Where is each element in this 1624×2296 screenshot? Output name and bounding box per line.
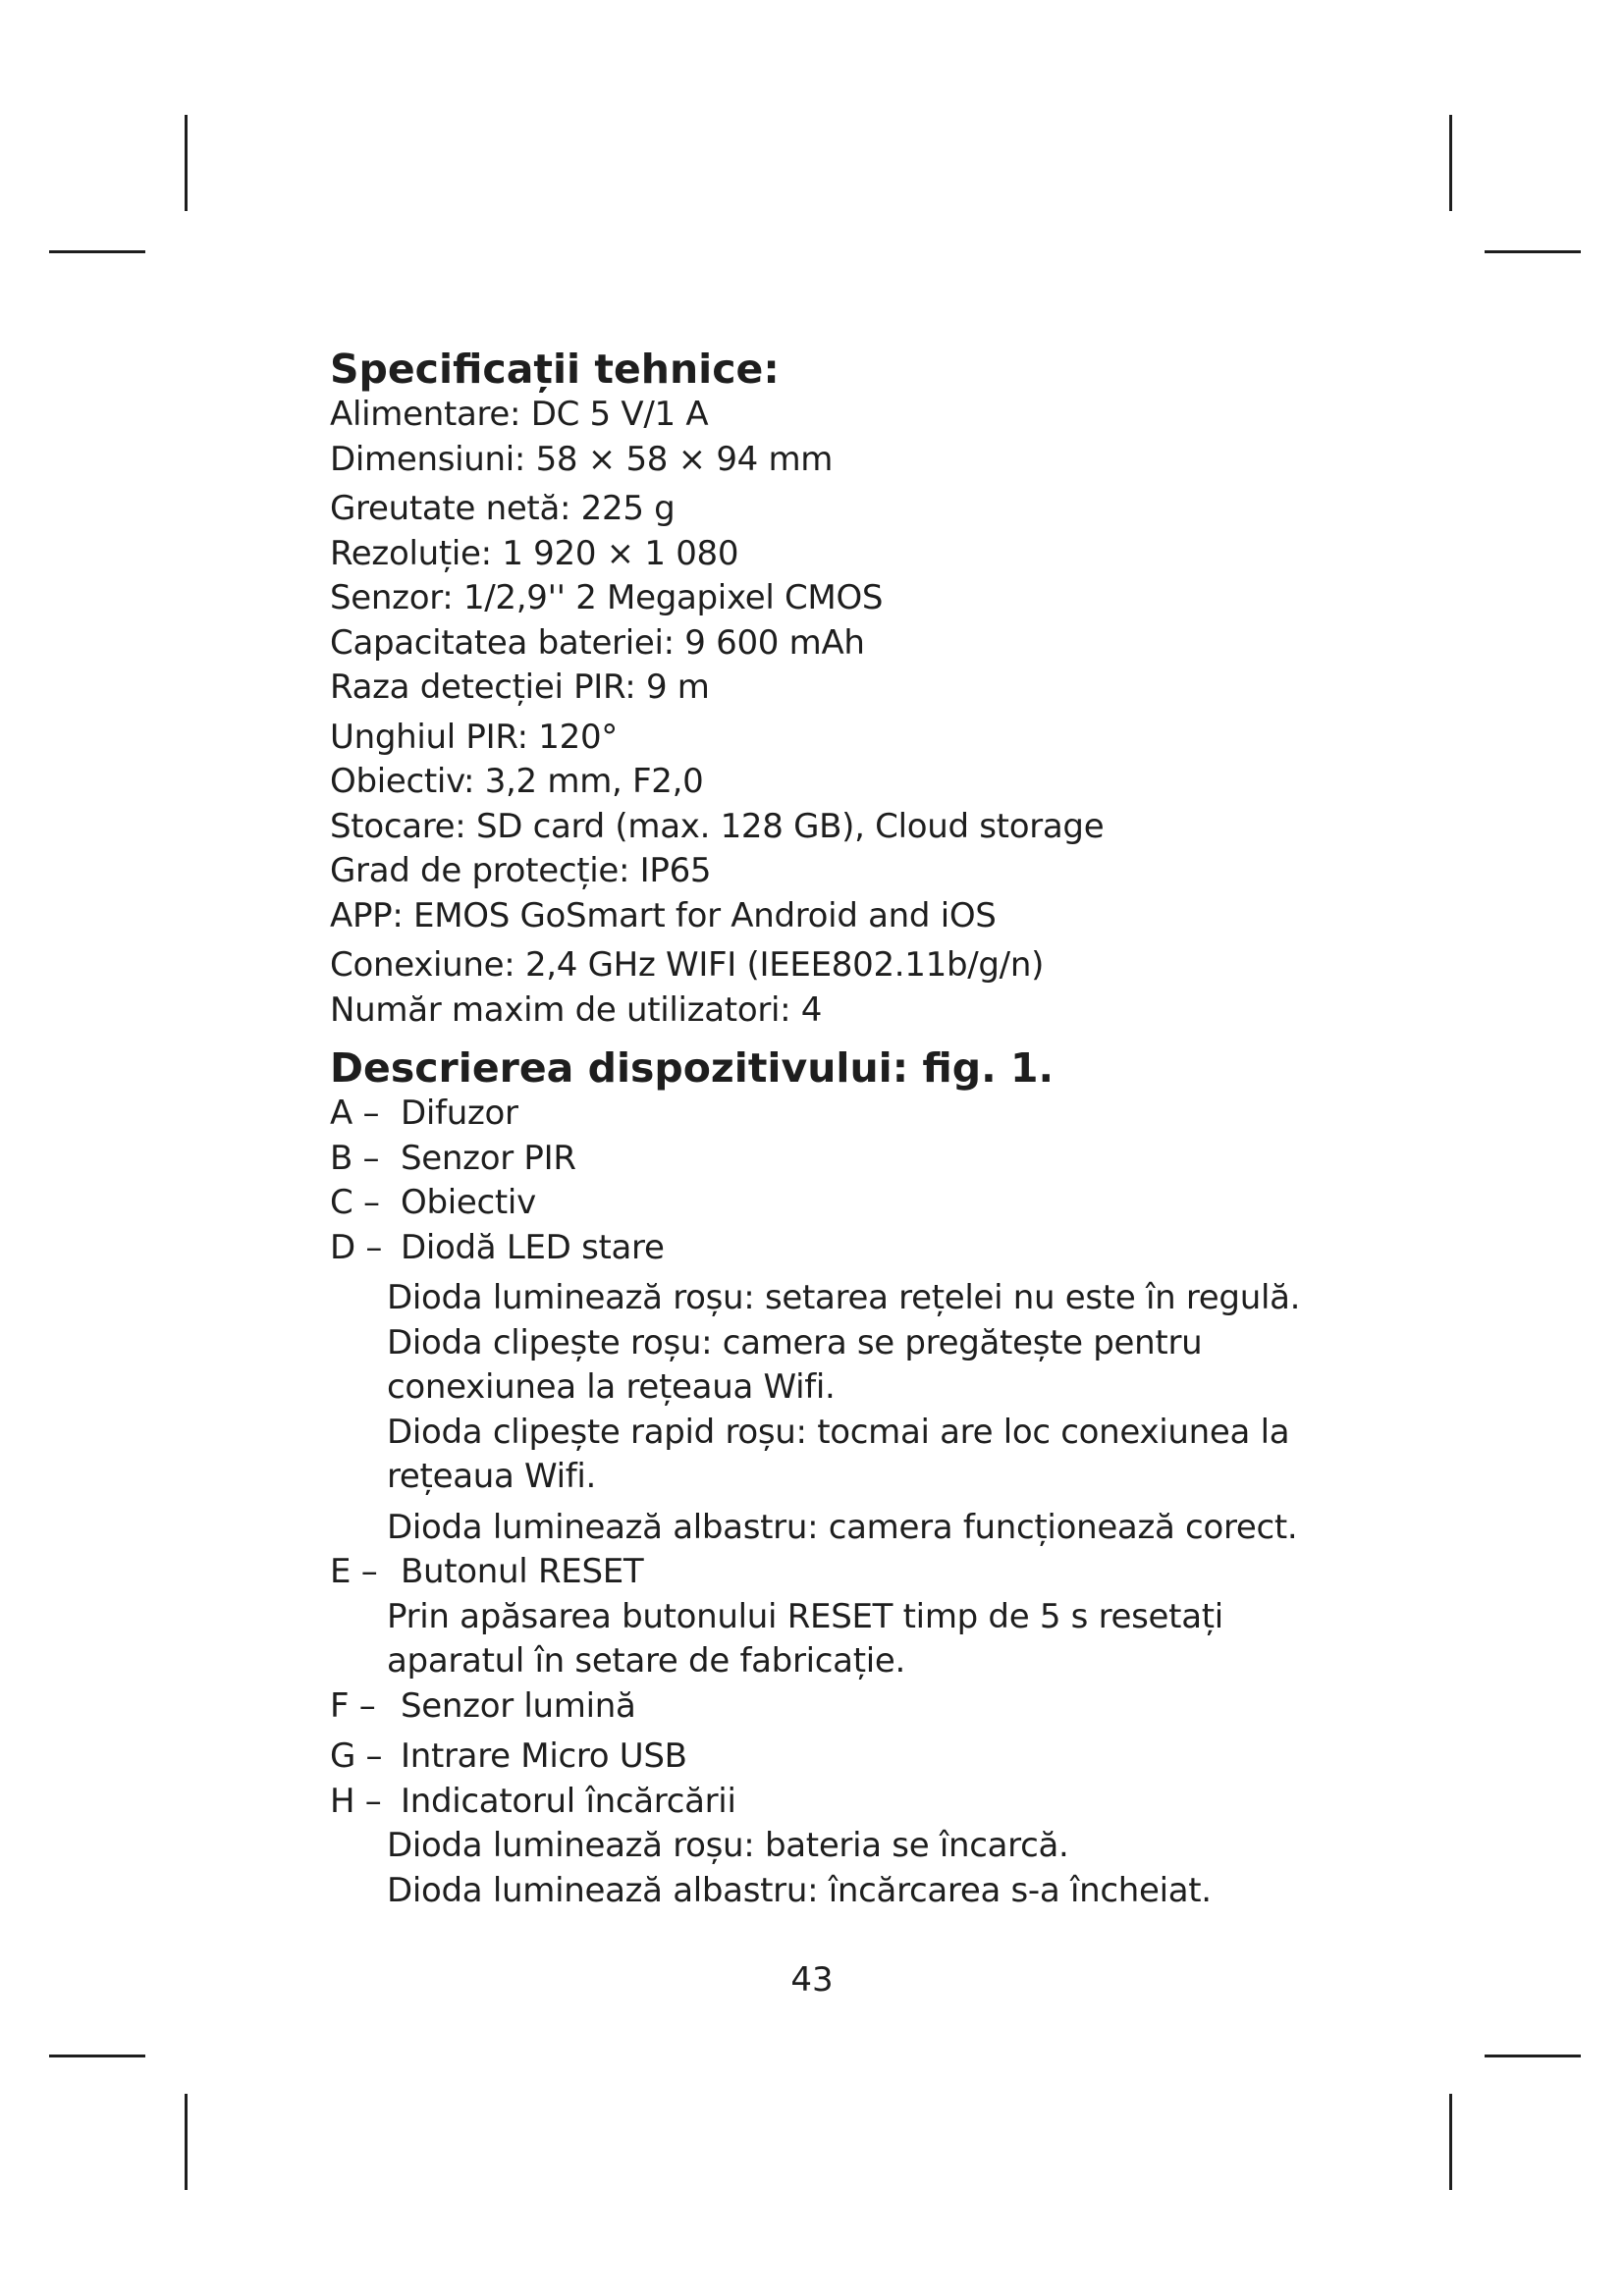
item-label: Senzor PIR xyxy=(401,1138,576,1178)
crop-mark-bottom-left-vertical xyxy=(185,2094,188,2190)
item-note: Dioda luminează albastru: încărcarea s-a încheiat. xyxy=(387,1870,1212,1910)
item-note: Dioda luminează roșu: setarea rețelei nu este în regulă. xyxy=(387,1278,1301,1317)
spec-protection: Grad de protecție: IP65 xyxy=(330,851,712,890)
crop-mark-top-left-vertical xyxy=(185,115,188,211)
item-label: Butonul RESET xyxy=(401,1552,644,1591)
item-notes xyxy=(330,1595,1312,1684)
item-note: Dioda clipește roșu: camera se pregătește pentru conexiunea la rețeaua Wifi. xyxy=(387,1322,1203,1407)
item-label: Indicatorul încărcării xyxy=(401,1781,736,1821)
spec-battery: Capacitatea bateriei: 9 600 mAh xyxy=(330,622,865,663)
spec-app: APP: EMOS GoSmart for Android and iOS xyxy=(330,895,997,935)
description-item-a xyxy=(330,1092,1312,1137)
item-notes xyxy=(330,1276,1312,1550)
item-notes xyxy=(330,1824,1312,1913)
description-list xyxy=(330,1092,1312,1913)
description-item-c xyxy=(330,1181,1312,1226)
item-label: Intrare Micro USB xyxy=(401,1736,687,1776)
crop-mark-bottom-left-horizontal xyxy=(49,2055,145,2057)
item-label: Obiectiv xyxy=(401,1183,536,1222)
description-item-f xyxy=(330,1684,1312,1730)
item-note: Dioda clipește rapid roșu: tocmai are loc conexiunea la rețeaua Wifi. xyxy=(387,1412,1290,1496)
crop-mark-top-left-horizontal xyxy=(49,250,145,253)
spec-lens: Obiectiv: 3,2 mm, F2,0 xyxy=(330,762,704,801)
description-item-g xyxy=(330,1735,1312,1780)
item-letter: C – xyxy=(330,1183,380,1222)
item-letter: B – xyxy=(330,1138,380,1178)
page-content xyxy=(330,346,1312,1913)
description-title: Descrierea dispozitivului: fig. 1. xyxy=(330,1044,1055,1092)
item-label: Senzor lumină xyxy=(401,1685,636,1726)
description-item-d xyxy=(330,1226,1312,1551)
specs-title: Specificații tehnice: xyxy=(330,346,780,393)
spec-max-users: Număr maxim de utilizatori: 4 xyxy=(330,989,823,1030)
item-letter: F – xyxy=(330,1685,376,1726)
crop-mark-top-right-vertical xyxy=(1449,115,1452,211)
crop-mark-bottom-right-horizontal xyxy=(1485,2055,1581,2057)
item-note: Prin apăsarea butonului RESET timp de 5 s resetați aparatul în setare de fabricație. xyxy=(387,1596,1223,1681)
crop-mark-top-right-horizontal xyxy=(1485,250,1581,253)
crop-mark-bottom-right-vertical xyxy=(1449,2094,1452,2190)
spec-storage: Stocare: SD card (max. 128 GB), Cloud storage xyxy=(330,806,1105,846)
description-item-h xyxy=(330,1780,1312,1914)
description-item-b xyxy=(330,1137,1312,1182)
item-letter: A – xyxy=(330,1094,380,1133)
item-letter: E – xyxy=(330,1552,378,1591)
spec-resolution: Rezoluție: 1 920 × 1 080 xyxy=(330,533,739,573)
spec-connection: Conexiune: 2,4 GHz WIFI (IEEE802.11b/g/n) xyxy=(330,945,1045,985)
spec-pir-angle: Unghiul PIR: 120° xyxy=(330,717,618,757)
item-label: Difuzor xyxy=(401,1094,518,1133)
item-note: Dioda luminează albastru: camera funcționează corect. xyxy=(387,1507,1298,1547)
specs-list xyxy=(330,393,1312,1033)
spec-sensor: Senzor: 1/2,9'' 2 Megapixel CMOS xyxy=(330,578,884,617)
item-letter: G – xyxy=(330,1736,383,1776)
item-label: Diodă LED stare xyxy=(401,1227,665,1267)
item-letter: H – xyxy=(330,1781,382,1821)
page-number: 43 xyxy=(790,1960,834,2000)
spec-dimensions: Dimensiuni: 58 × 58 × 94 mm xyxy=(330,439,834,479)
spec-net-weight: Greutate netă: 225 g xyxy=(330,489,676,528)
item-note: Dioda luminează roșu: bateria se încarcă. xyxy=(387,1826,1069,1865)
spec-power: Alimentare: DC 5 V/1 A xyxy=(330,395,709,434)
spec-pir-range: Raza detecției PIR: 9 m xyxy=(330,667,710,707)
description-item-e xyxy=(330,1550,1312,1684)
item-letter: D – xyxy=(330,1227,383,1267)
